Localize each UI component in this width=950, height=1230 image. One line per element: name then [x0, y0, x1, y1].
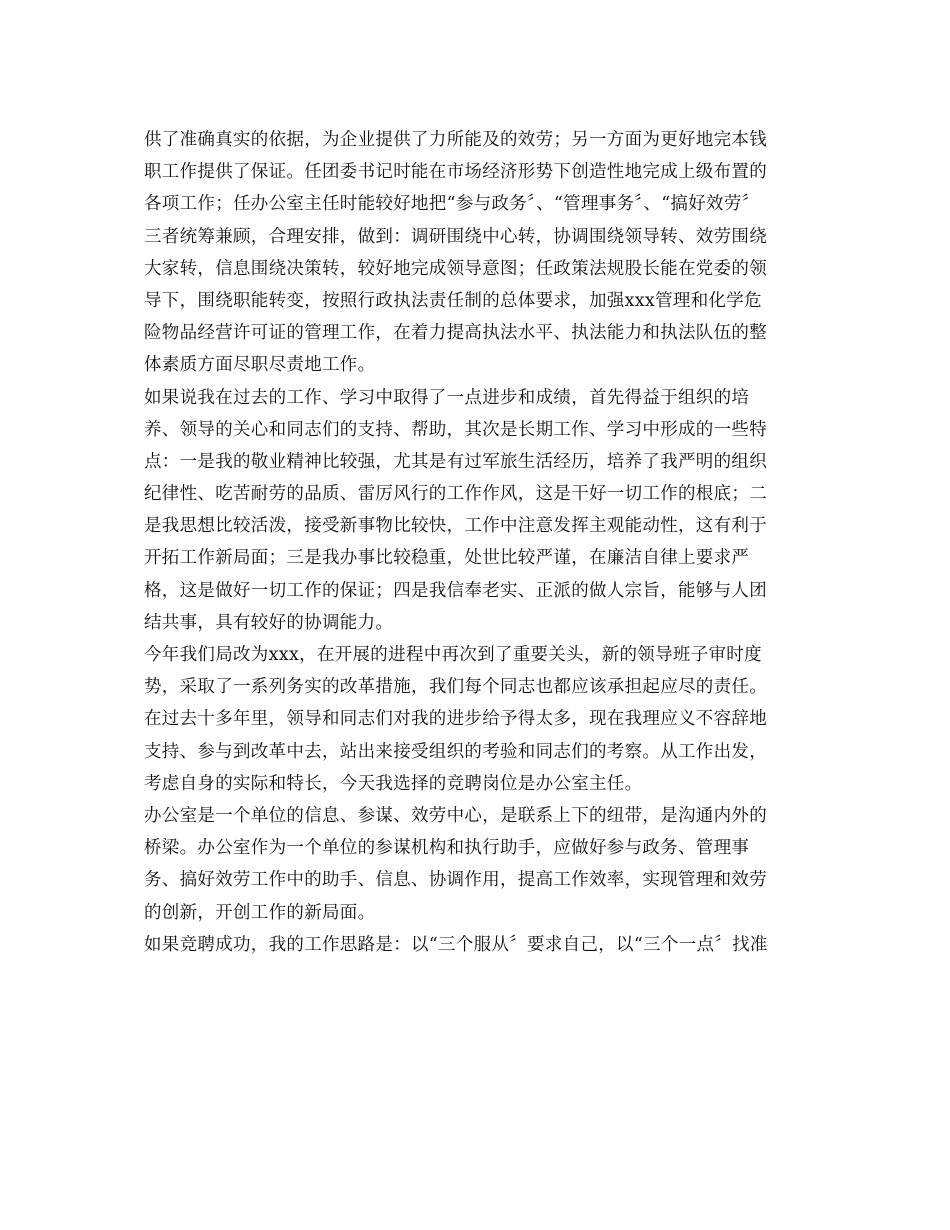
text-line: 今年我们局改为xxx，在开展的进程中再次到了重要关头，新的领导班子审时度	[144, 645, 762, 665]
paragraph-experience	[144, 124, 804, 382]
text-line: 点：一是我的敬业精神比较强，尤其是有过军旅生活经历，培养了我严明的组织	[144, 451, 767, 472]
text-line: 办公室是一个单位的信息、参谋、效劳中心，是联系上下的纽带，是沟通内外的	[144, 805, 767, 826]
document-page	[144, 124, 804, 961]
text-line: 导下，围绕职能转变，按照行政执法责任制的总体要求，加强xxx管理和化学危	[144, 290, 762, 311]
text-line: 养、领导的关心和同志们的支持、帮助，其次是长期工作、学习中形成的一些特	[144, 419, 767, 440]
text-line: 支持、参与到改革中去，站出来接受组织的考验和同志们的考察。从工作出发，	[144, 741, 767, 762]
text-line: 结共事，具有较好的协调能力。	[144, 612, 394, 633]
text-line: 的创新，开创工作的新局面。	[144, 902, 376, 923]
text-line: 桥梁。办公室作为一个单位的参谋机构和执行助手，应做好参与政务、管理事	[144, 838, 750, 859]
paragraph-strengths	[144, 382, 804, 640]
text-line: 是我思想比较活泼，接受新事物比较快，工作中注意发挥主观能动性，这有利于	[144, 516, 767, 537]
text-line: 在过去十多年里，领导和同志们对我的进步给予得太多，现在我理应义不容辞地	[144, 709, 767, 730]
text-line: 务、搞好效劳工作中的助手、信息、协调作用，提高工作效率，实现管理和效劳	[144, 870, 767, 891]
text-line: 开拓工作新局面；三是我办事比较稳重，处世比较严谨，在廉洁自律上要求严	[144, 548, 750, 569]
text-line: 体素质方面尽职尽责地工作。	[144, 355, 376, 376]
paragraph-work-plan	[144, 929, 804, 961]
text-line: 各项工作；任办公室主任时能较好地把“参与政务〞、“管理事务〞、“搞好效劳〞	[144, 194, 760, 215]
text-line: 纪律性、吃苦耐劳的品质、雷厉风行的工作作风，这是干好一切工作的根底；二	[144, 484, 767, 505]
text-line: 考虑自身的实际和特长，今天我选择的竞聘岗位是办公室主任。	[144, 773, 643, 794]
text-line: 供了准确真实的依据，为企业提供了力所能及的效劳；另一方面为更好地完本钱	[144, 130, 767, 150]
paragraph-office-role	[144, 800, 804, 929]
text-line: 如果说我在过去的工作、学习中取得了一点进步和成绩，首先得益于组织的培	[144, 387, 750, 408]
text-line: 险物品经营许可证的管理工作，在着力提高执法水平、执法能力和执法队伍的整	[144, 323, 767, 344]
text-line: 势，采取了一系列务实的改革措施，我们每个同志也都应该承担起应尽的责任。	[144, 677, 767, 698]
text-line: 三者统筹兼顾，合理安排，做到：调研围绕中心转，协调围绕领导转、效劳围绕	[144, 226, 767, 247]
text-line: 如果竞聘成功，我的工作思路是：以“三个服从〞要求自己，以“三个一点〞找准	[144, 934, 768, 955]
text-line: 职工作提供了保证。任团委书记时能在市场经济形势下创造性地完成上级布置的	[144, 162, 767, 183]
text-line: 格，这是做好一切工作的保证；四是我信奉老实、正派的做人宗旨，能够与人团	[144, 580, 767, 601]
paragraph-reform	[144, 639, 804, 800]
text-line: 大家转，信息围绕决策转，较好地完成领导意图；任政策法规股长能在党委的领	[144, 258, 767, 279]
